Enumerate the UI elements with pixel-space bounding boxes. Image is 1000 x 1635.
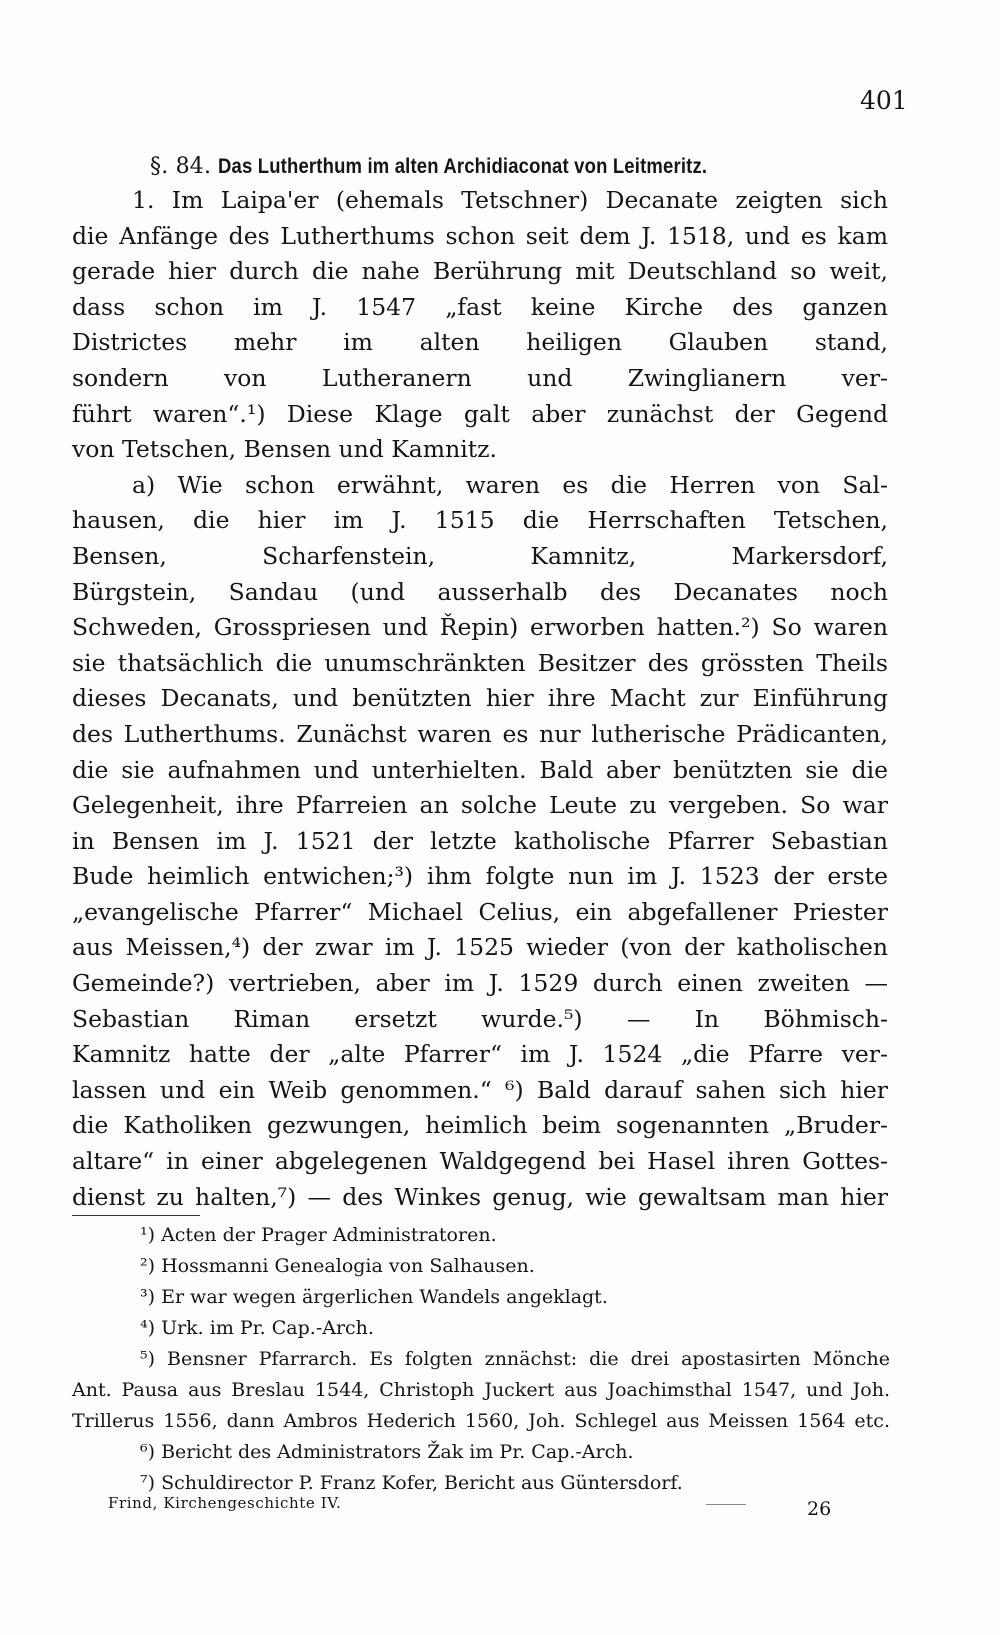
body-line: a) Wie schon erwähnt, waren es die Herren von Sal- [132,470,888,499]
footnote: Trillerus 1556, dann Ambros Hederich 1560, Joh. Schlegel aus Meissen 1564 etc. [72,1410,890,1432]
body-line: dienst zu halten,⁷) — des Winkes genug, wie gewaltsam man hier [72,1182,888,1211]
body-line: die Katholiken gezwungen, heimlich beim sogenannten „Bruder- [72,1111,888,1140]
footnote: ⁴) Urk. im Pr. Cap.-Arch. [140,1317,374,1339]
body-line: aus Meissen,⁴) der zwar im J. 1525 wieder (von der katholischen [72,933,888,962]
body-line: die Anfänge des Lutherthums schon seit dem J. 1518, und es kam [72,221,888,250]
body-line: hausen, die hier im J. 1515 die Herrschaften Tetschen, [72,506,888,535]
body-line: in Bensen im J. 1521 der letzte katholische Pfarrer Sebastian [72,826,888,855]
body-line: Bensen, Scharfenstein, Kamnitz, Markersdorf, [72,541,888,570]
footer-left: Frind, Kirchengeschichte IV. [108,1494,342,1512]
body-line: 1. Im Laipa'er (ehemals Tetschner) Decanate zeigten sich [132,186,888,214]
section-number: §. 84. [150,154,212,179]
page-number: 401 [860,86,908,115]
body-line: sondern von Lutheranern und Zwinglianern ver- [72,363,888,392]
footer-dash [706,1504,746,1505]
body-line: Gemeinde?) vertrieben, aber im J. 1529 durch einen zweiten — [72,969,888,998]
body-line: des Lutherthums. Zunächst waren es nur lutherische Prädicanten, [72,719,888,748]
footnotes [72,1220,890,1499]
footnote-rule [72,1215,200,1216]
section-heading [150,154,910,179]
footnote: ⁵) Bensner Pfarrarch. Es folgten znnächst: die drei apostasirten Mönche [140,1348,890,1370]
body-line: lassen und ein Weib genommen.“ ⁶) Bald darauf sahen sich hier [72,1075,888,1104]
body-line: von Tetschen, Bensen und Kamnitz. [72,435,498,464]
body-line: gerade hier durch die nahe Berührung mit Deutschland so weit, [72,257,888,286]
body-line: altare“ in einer abgelegenen Waldgegend bei Hasel ihren Gottes- [72,1147,888,1176]
body-line: Sebastian Riman ersetzt wurde.⁵) — In Böhmisch- [72,1004,888,1033]
footnote: ²) Hossmanni Genealogia von Salhausen. [140,1255,535,1277]
footnote: ⁶) Bericht des Administrators Žak im Pr. Cap.-Arch. [140,1441,634,1463]
footnote: Ant. Pausa aus Breslau 1544, Christoph Juckert aus Joachimsthal 1547, und Joh. [72,1379,890,1401]
footnote: ¹) Acten der Prager Administratoren. [140,1224,497,1246]
body-line: dass schon im J. 1547 „fast keine Kirche des ganzen [72,292,888,321]
body-line: sie thatsächlich die unumschränkten Besitzer des grössten Theils [72,648,888,677]
body-line: Kamnitz hatte der „alte Pfarrer“ im J. 1524 „die Pfarre ver- [72,1040,888,1069]
body-line: Districtes mehr im alten heiligen Glauben stand, [72,328,888,357]
body-text [72,183,888,1215]
body-line: Schweden, Grosspriesen und Řepin) erworben hatten.²) So waren [72,613,888,642]
body-line: Bürgstein, Sandau (und ausserhalb des Decanates noch [72,577,888,606]
body-line: die sie aufnahmen und unterhielten. Bald aber benützten sie die [72,755,888,784]
footnote: ⁷) Schuldirector P. Franz Kofer, Bericht aus Güntersdorf. [140,1472,683,1494]
body-line: „evangelische Pfarrer“ Michael Celius, ein abgefallener Priester [72,897,888,926]
body-line: Gelegenheit, ihre Pfarreien an solche Leute zu vergeben. So war [72,791,888,820]
body-line: führt waren“.¹) Diese Klage galt aber zunächst der Gegend [72,399,888,428]
section-title: Das Lutherthum im alten Archidiaconat von Leitmeritz. [218,155,708,178]
body-line: dieses Decanats, und benützten hier ihre Macht zur Einführung [72,684,888,713]
body-line: Bude heimlich entwichen;³) ihm folgte nun im J. 1523 der erste [72,862,888,891]
footnote: ³) Er war wegen ärgerlichen Wandels angeklagt. [140,1286,608,1308]
footer-signature: 26 [807,1498,832,1520]
